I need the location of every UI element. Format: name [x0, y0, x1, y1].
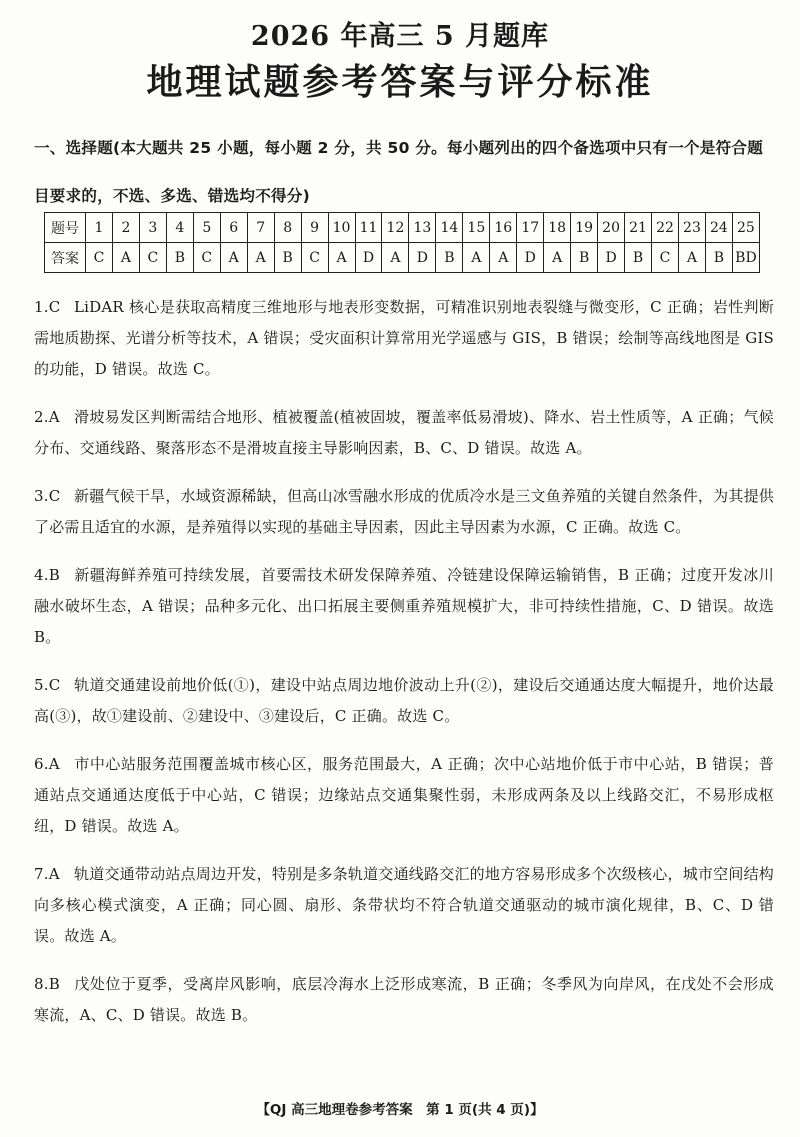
- explanation-text: 市中心站服务范围覆盖城市核心区，服务范围最大，A 正确；次中心站地价低于市中心站，B 错误；普通站点交通通达度低于中心站，C 错误；边缘站点交通集聚性弱，未形成两条及以上线路交汇，不易形成枢纽，D 错误。故选 A。: [34, 755, 774, 835]
- answer-cell: B: [166, 243, 193, 273]
- answer-cell: A: [490, 243, 517, 273]
- explanation-item-8: [34, 969, 774, 1031]
- answer-cell: D: [517, 243, 544, 273]
- question-number-cell: 21: [625, 213, 652, 243]
- answer-cell: C: [139, 243, 166, 273]
- answer-cell: A: [328, 243, 355, 273]
- row-label-answer: 答案: [45, 243, 86, 273]
- explanation-list: [34, 292, 774, 1048]
- question-number-cell: 4: [166, 213, 193, 243]
- answer-cell: D: [409, 243, 436, 273]
- answer-cell: A: [112, 243, 139, 273]
- question-number-cell: 17: [517, 213, 544, 243]
- explanation-text: 新疆气候干旱，水域资源稀缺，但高山冰雪融水形成的优质冷水是三文鱼养殖的关键自然条件，为其提供了必需且适宜的水源，是养殖得以实现的基础主导因素，因此主导因素为水源，C 正确。故选 C。: [34, 487, 774, 536]
- question-number-cell: 15: [463, 213, 490, 243]
- answer-cell: A: [678, 243, 705, 273]
- explanation-number: 6.A: [34, 755, 60, 773]
- answer-cell: C: [301, 243, 328, 273]
- question-number-cell: 14: [436, 213, 463, 243]
- question-number-cell: 3: [139, 213, 166, 243]
- answer-row: [45, 243, 760, 273]
- explanation-number: 2.A: [34, 408, 60, 426]
- answer-cell: A: [544, 243, 571, 273]
- explanation-text: 新疆海鲜养殖可持续发展，首要需技术研发保障养殖、冷链建设保障运输销售，B 正确；过度开发冰川融水破坏生态，A 错误；品种多元化、出口拓展主要侧重养殖规模扩大，非可持续性措施，C、D 错误。故选 B。: [34, 566, 774, 646]
- question-number-cell: 12: [382, 213, 409, 243]
- question-number-cell: 7: [247, 213, 274, 243]
- explanation-item-1: [34, 292, 774, 385]
- answer-cell: BD: [732, 243, 759, 273]
- answer-cell: D: [355, 243, 382, 273]
- question-number-cell: 1: [86, 213, 113, 243]
- question-number-cell: 13: [409, 213, 436, 243]
- question-number-cell: 10: [328, 213, 355, 243]
- explanation-text: 滑坡易发区判断需结合地形、植被覆盖(植被固坡，覆盖率低易滑坡)、降水、岩土性质等，A 正确；气候分布、交通线路、聚落形态不是滑坡直接主导影响因素，B、C、D 错误。故选 A。: [34, 408, 774, 457]
- explanation-item-4: [34, 560, 774, 653]
- explanation-item-3: [34, 481, 774, 543]
- explanation-number: 4.B: [34, 566, 60, 584]
- document-title: 地理试题参考答案与评分标准: [146, 62, 654, 103]
- explanation-text: 戊处位于夏季，受离岸风影响，底层冷海水上泛形成寒流，B 正确；冬季风为向岸风，在戊处不会形成寒流，A、C、D 错误。故选 B。: [34, 975, 774, 1024]
- answer-cell: A: [382, 243, 409, 273]
- explanation-number: 5.C: [34, 676, 61, 694]
- page-footer: 【QJ 高三地理卷参考答案 第 1 页(共 4 页)】: [256, 1102, 544, 1118]
- question-number-cell: 20: [598, 213, 625, 243]
- answer-cell: B: [571, 243, 598, 273]
- question-number-cell: 8: [274, 213, 301, 243]
- question-number-cell: 22: [652, 213, 679, 243]
- answer-cell: D: [598, 243, 625, 273]
- answer-cell: B: [436, 243, 463, 273]
- question-number-cell: 19: [571, 213, 598, 243]
- question-number-cell: 9: [301, 213, 328, 243]
- question-number-cell: 5: [193, 213, 220, 243]
- question-number-cell: 18: [544, 213, 571, 243]
- explanation-item-6: [34, 749, 774, 842]
- answer-cell: C: [652, 243, 679, 273]
- explanation-text: 轨道交通带动站点周边开发，特别是多条轨道交通线路交汇的地方容易形成多个次级核心，城市空间结构向多核心模式演变，A 正确；同心圆、扇形、条带状均不符合轨道交通驱动的城市演化规律，B、C、D 错误。故选 A。: [34, 865, 774, 945]
- explanation-number: 8.B: [34, 975, 60, 993]
- question-number-cell: 23: [678, 213, 705, 243]
- explanation-number: 7.A: [34, 865, 60, 883]
- answer-cell: C: [193, 243, 220, 273]
- explanation-item-7: [34, 859, 774, 952]
- question-number-row: [45, 213, 760, 243]
- answer-cell: B: [274, 243, 301, 273]
- explanation-item-2: [34, 402, 774, 464]
- answer-cell: A: [247, 243, 274, 273]
- question-number-cell: 16: [490, 213, 517, 243]
- explanation-text: LiDAR 核心是获取高精度三维地形与地表形变数据，可精准识别地表裂缝与微变形，C 正确；岩性判断需地质勘探、光谱分析等技术，A 错误；受灾面积计算常用光学遥感与 GIS，B 错误；绘制等高线地图是 GIS 的功能，D 错误。故选 C。: [34, 298, 774, 378]
- question-number-cell: 24: [705, 213, 732, 243]
- answer-cell: B: [705, 243, 732, 273]
- answer-cell: A: [463, 243, 490, 273]
- answer-table: [44, 212, 760, 273]
- row-label-question: 题号: [45, 213, 86, 243]
- answer-cell: C: [86, 243, 113, 273]
- explanation-number: 1.C: [34, 298, 61, 316]
- question-number-cell: 11: [355, 213, 382, 243]
- exam-series-title: 2026 年高三 5 月题库: [250, 21, 550, 52]
- explanation-text: 轨道交通建设前地价低(①)，建设中站点周边地价波动上升(②)，建设后交通通达度大幅提升，地价达最高(③)，故①建设前、②建设中、③建设后，C 正确。故选 C。: [34, 676, 774, 725]
- answer-cell: A: [220, 243, 247, 273]
- answer-cell: B: [625, 243, 652, 273]
- question-number-cell: 2: [112, 213, 139, 243]
- question-number-cell: 25: [732, 213, 759, 243]
- explanation-number: 3.C: [34, 487, 61, 505]
- explanation-item-5: [34, 670, 774, 732]
- question-number-cell: 6: [220, 213, 247, 243]
- section-heading: 一、选择题(本大题共 25 小题，每小题 2 分，共 50 分。每小题列出的四个备选项中只有一个是符合题目要求的，不选、多选、错选均不得分): [34, 139, 763, 205]
